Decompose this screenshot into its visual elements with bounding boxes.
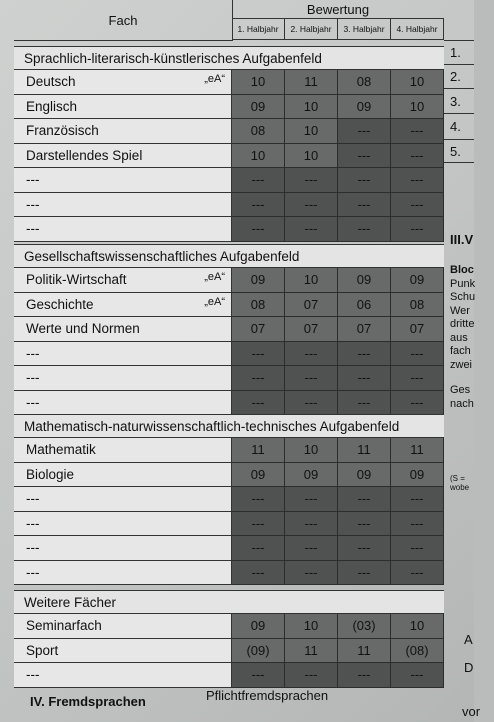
grade-cell: 10 [285,144,338,169]
grade-cell: 08 [232,119,285,144]
grade-cell: --- [391,663,444,688]
grade-cell: 09 [232,463,285,488]
grade-cell: --- [338,119,391,144]
grade-cell: 06 [338,293,391,318]
header-bewertung: Bewertung [232,0,444,19]
grade-cell: --- [338,487,391,512]
grade-cell: --- [232,342,285,367]
grade-cell: --- [285,391,338,416]
grade-cell: --- [391,168,444,193]
subject-cell [14,317,232,342]
grade-cell: 08 [338,70,391,95]
table-row [14,639,444,664]
subject-name: Mathematik [26,442,96,458]
grade-cell: --- [285,536,338,561]
grade-cell: --- [285,663,338,688]
grade-cell: --- [338,366,391,391]
right-letter-d: D [464,660,474,675]
subject-cell [14,614,232,639]
grade-cell: --- [232,512,285,537]
right-letter-a: A [464,632,473,647]
grade-cell: 11 [285,639,338,664]
grade-cell: --- [391,144,444,169]
subject-cell [14,268,232,293]
grade-cell: --- [285,561,338,586]
grade-cell: --- [338,193,391,218]
grade-cell: --- [232,217,285,242]
subject-name: --- [26,667,40,683]
subject-cell [14,342,232,367]
grade-cell: --- [232,561,285,586]
grade-cell: 11 [338,639,391,664]
grade-cell: 09 [285,463,338,488]
subject-cell [14,144,232,169]
right-bottom-text: vor [462,704,481,719]
grade-cell: 11 [391,438,444,463]
right-number-5: 5. [444,139,474,163]
right-number-2: 2. [444,64,474,88]
grade-cell: --- [285,366,338,391]
grade-cell: 08 [232,293,285,318]
subject-cell [14,663,232,688]
grade-cell: (09) [232,639,285,664]
table-row [14,317,444,342]
grade-cell: --- [285,217,338,242]
subject-cell [14,119,232,144]
section-header: Weitere Fächer [14,590,444,614]
grade-cell: 09 [338,268,391,293]
subject-cell [14,168,232,193]
grade-cell: --- [338,144,391,169]
table-row [14,70,444,95]
grade-cell: (08) [391,639,444,664]
grade-cell: --- [338,391,391,416]
right-number-3: 3. [444,88,474,113]
grade-cell: 10 [285,438,338,463]
subject-name: Politik-Wirtschaft [26,272,127,288]
table-row [14,536,444,561]
subject-name: --- [26,540,40,556]
table-row [14,193,444,218]
right-heading: III.V [450,232,474,247]
subject-cell [14,438,232,463]
subject-name: Biologie [26,466,75,482]
grade-cell: 10 [285,268,338,293]
table-row [14,168,444,193]
grade-cell: --- [285,342,338,367]
table-row [14,614,444,639]
grade-cell: --- [338,342,391,367]
grade-cell: --- [232,168,285,193]
subject-name: --- [26,370,40,386]
grade-cell: --- [232,391,285,416]
grade-cell: --- [391,366,444,391]
table-row [14,268,444,293]
grade-cell: --- [391,487,444,512]
grade-cell: 07 [285,293,338,318]
table-row [14,561,444,586]
grade-table [14,0,444,690]
grade-cell: --- [338,561,391,586]
grade-cell: --- [285,487,338,512]
subject-cell [14,193,232,218]
grade-cell: --- [391,342,444,367]
grade-cell: 09 [232,268,285,293]
table-row [14,391,444,416]
grade-cell: --- [391,119,444,144]
footer-fremdsprachen: IV. Fremdsprachen [30,694,146,709]
subject-name: --- [26,491,40,507]
subject-cell [14,536,232,561]
grade-cell: 09 [338,95,391,120]
subject-name: Deutsch [26,74,76,90]
grade-cell: --- [232,663,285,688]
section-header: Sprachlich-literarisch-künstlerisches Aufgabenfeld [14,46,444,70]
grade-cell: 10 [285,119,338,144]
grade-cell: --- [232,366,285,391]
header-fach: Fach [14,0,233,41]
table-row [14,119,444,144]
grade-cell: --- [285,512,338,537]
grade-cell: (03) [338,614,391,639]
subject-cell [14,561,232,586]
subject-cell [14,217,232,242]
subject-cell [14,512,232,537]
grade-cell: --- [391,512,444,537]
grade-cell: 10 [285,95,338,120]
subject-name: Werte und Normen [26,321,140,337]
right-block-text: Bloc Punk Schu Wer dritte aus fach zwei [450,264,476,371]
grade-cell: 09 [391,268,444,293]
grade-cell: --- [391,391,444,416]
header-halbjahr-4: 4. Halbjahr [391,18,444,40]
grade-cell: --- [285,193,338,218]
table-row [14,487,444,512]
grade-cell: 07 [232,317,285,342]
subject-name: --- [26,221,40,237]
grade-cell: 11 [232,438,285,463]
right-text-2: Ges nach [450,384,474,410]
grade-cell: 07 [285,317,338,342]
grade-cell: 09 [338,463,391,488]
subject-cell [14,463,232,488]
subject-name: --- [26,196,40,212]
right-small-note: (S = wobe [450,474,470,492]
grade-cell: 10 [391,614,444,639]
subject-name: --- [26,564,40,580]
grade-cell: --- [338,663,391,688]
subject-cell [14,487,232,512]
grade-cell: --- [232,193,285,218]
subject-name: Französisch [26,123,99,139]
right-number-1: 1. [444,40,474,64]
section-header: Mathematisch-naturwissenschaftlich-technisches Aufgabenfeld [14,414,444,438]
grade-cell: 10 [232,70,285,95]
subject-cell [14,391,232,416]
table-row [14,463,444,488]
subject-name: Geschichte [26,296,94,312]
subject-name: Sport [26,642,59,658]
subject-name: --- [26,515,40,531]
grade-cell: --- [232,487,285,512]
grade-cell: 10 [232,144,285,169]
subject-cell [14,70,232,95]
subject-name: Seminarfach [26,618,102,634]
header-halbjahr-3: 3. Halbjahr [338,18,391,40]
table-row [14,342,444,367]
subject-name: --- [26,172,40,188]
ea-marker: „eA“ [204,271,225,283]
grade-cell: --- [391,536,444,561]
grade-cell: --- [391,217,444,242]
grade-cell: 09 [232,95,285,120]
subject-name: --- [26,394,40,410]
ea-marker: „eA“ [204,295,225,308]
grade-cell: 11 [338,438,391,463]
grade-cell: --- [232,536,285,561]
right-number-4: 4. [444,113,474,139]
header-halbjahr-2: 2. Halbjahr [285,18,338,40]
subject-cell [14,639,232,664]
subject-name: Darstellendes Spiel [26,147,143,163]
grade-cell: 10 [391,95,444,120]
table-row [14,512,444,537]
subject-cell [14,293,232,318]
grade-cell: --- [338,168,391,193]
table-row [14,144,444,169]
grade-cell: --- [391,193,444,218]
table-row [14,95,444,120]
ea-marker: „eA“ [204,73,225,85]
grade-cell: 09 [391,463,444,488]
grade-cell: 11 [285,70,338,95]
grade-cell: 07 [338,317,391,342]
section-header: Gesellschaftswissenschaftliches Aufgabenfeld [14,244,444,268]
footer-pflichtfremdsprachen: Pflichtfremdsprachen [206,688,329,703]
grade-cell: --- [338,512,391,537]
table-row [14,438,444,463]
grade-cell: --- [391,561,444,586]
subject-cell [14,95,232,120]
grade-cell: --- [285,168,338,193]
grade-cell: 10 [285,614,338,639]
header-halbjahr-1: 1. Halbjahr [232,18,285,40]
table-row [14,293,444,318]
grade-cell: --- [338,536,391,561]
table-row [14,366,444,391]
table-row [14,663,444,688]
subject-name: --- [26,345,40,361]
grade-cell: 07 [391,317,444,342]
grade-cell: 09 [232,614,285,639]
subject-cell [14,366,232,391]
grade-cell: 10 [391,70,444,95]
grade-cell: --- [338,217,391,242]
table-row [14,217,444,242]
subject-name: Englisch [26,98,78,114]
grade-cell: 08 [391,293,444,318]
